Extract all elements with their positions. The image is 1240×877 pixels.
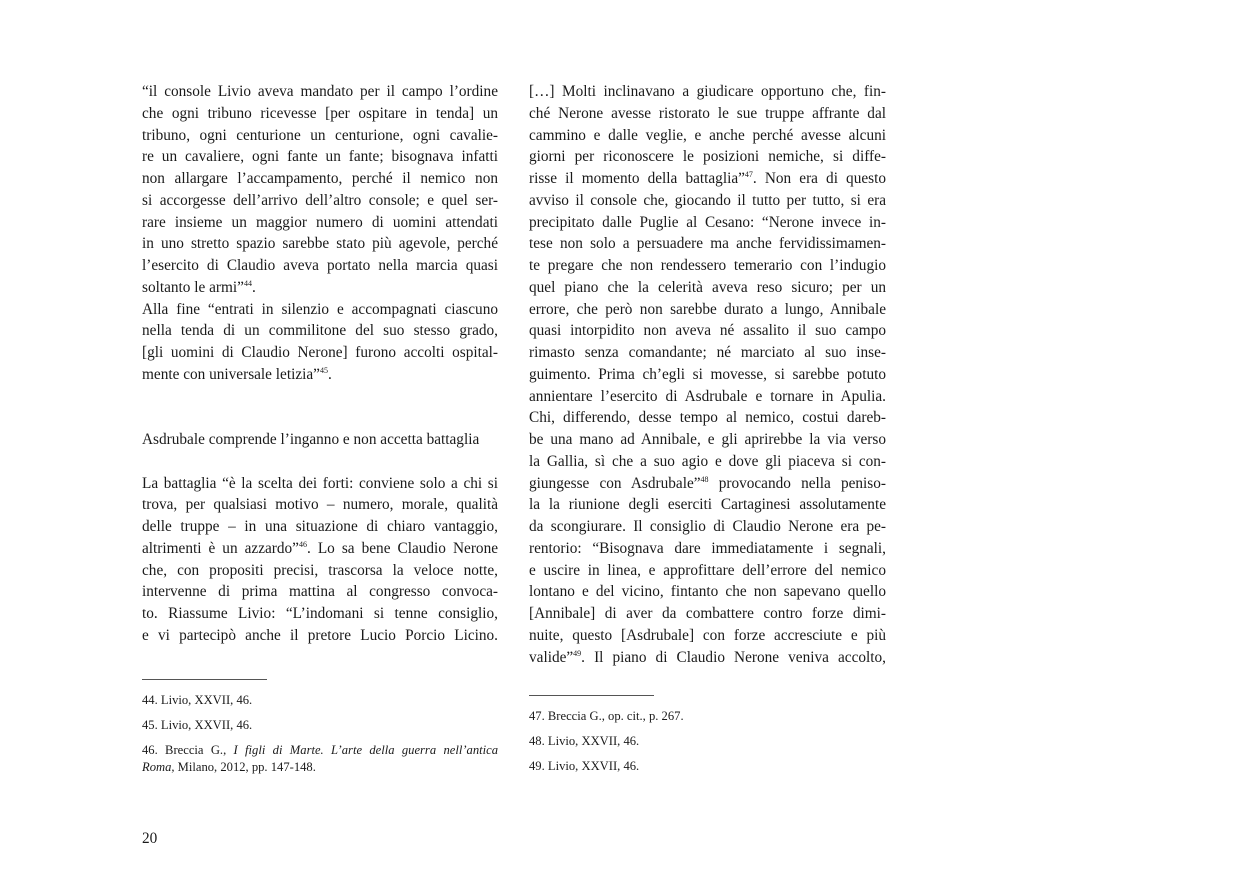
body-line: intervenne di prima mattina al congresso convoca- <box>142 583 498 601</box>
body-line: non allargare l’accampamento, perché il nemico non <box>142 170 498 187</box>
footnote-ref-46[interactable]: 46 <box>298 539 307 549</box>
body-line: precipitato dalle Puglie al Cesano: “Nerone invece in- <box>529 213 886 231</box>
body-line: to. Riassume Livio: “L’indomani si tenne consiglio, <box>142 605 498 622</box>
body-line: te pregare che non rendessero temerario con l’indugio <box>529 257 886 274</box>
body-line: rentorio: “Bisognava dare immediatamente i segnali, <box>529 539 886 557</box>
body-line: e uscire in linea, e approfittare dell’errore del nemico <box>529 561 886 579</box>
footnote-ref-49[interactable]: 49 <box>573 648 582 658</box>
body-line: l’esercito di Claudio aveva portato nella marcia quasi <box>142 257 498 274</box>
body-line: cammino e dalle veglie, e anche perché avesse alcuni <box>529 126 886 144</box>
footnote-47 <box>529 708 886 725</box>
body-line: rare insieme un maggior numero di uomini attendati <box>142 213 498 231</box>
footnote-ref-45[interactable]: 45 <box>319 365 328 375</box>
body-line: la Gallia, sì che a suo agio e dove gli piaceva si con- <box>529 452 886 470</box>
body-line: Chi, differendo, desse tempo al nemico, costui dareb- <box>529 409 886 427</box>
body-line: La battaglia “è la scelta dei forti: conviene solo a chi si <box>142 474 498 492</box>
body-line: rimasto senza comandante; né marciato al suo inse- <box>529 344 886 361</box>
body-line: “il console Livio aveva mandato per il campo l’ordine <box>142 83 498 100</box>
footnote-divider <box>142 679 267 680</box>
spacer <box>142 451 498 473</box>
footnote-ref-47[interactable]: 47 <box>744 170 753 179</box>
body-line: trova, per qualsiasi motivo – numero, morale, qualità <box>142 496 498 514</box>
body-line: lontano e del vicino, fintanto che non sapevano quello <box>529 583 886 601</box>
body-line: Alla fine “entrati in silenzio e accompagnati ciascuno <box>142 300 498 318</box>
body-line: avviso il console che, giocando il tutto per tutto, si era <box>529 191 886 209</box>
section-heading: Asdrubale comprende l’inganno e non accetta battaglia <box>142 431 480 448</box>
body-line: nuite, questo [Asdrubale] con forze accresciute e più <box>529 626 886 644</box>
body-line: re un cavaliere, ogni fante un fante; bisognava infatti <box>142 148 498 166</box>
footnote-46 <box>142 742 498 776</box>
body-line: [Annibale] di aver da combattere contro forze dimi- <box>529 605 886 622</box>
body-line: guimento. Prima ch’egli si movesse, si sarebbe potuto <box>529 365 886 383</box>
footnote-text: 47. Breccia G., op. cit., p. 267. <box>529 709 684 723</box>
footnote-45 <box>142 717 498 734</box>
body-line: mente con universale letizia”$^{45}$. <box>142 365 332 383</box>
footnote-44 <box>142 692 498 709</box>
footnote-text: Roma, Milano, 2012, pp. 147-148. <box>142 760 316 774</box>
body-line: […] Molti inclinavano a giudicare opportuno che, fin- <box>529 83 886 100</box>
right-text-column <box>529 81 886 668</box>
body-line: soltanto le armi”$^{44}$. <box>142 278 256 296</box>
body-line: annientare l’esercito di Asdrubale e tornare in Apulia. <box>529 387 886 405</box>
body-line: che ogni tribuno ricevesse [per ospitare in tenda] un <box>142 104 498 122</box>
body-line: la la riunione degli eserciti Cartaginesi assolutamente <box>529 496 886 514</box>
body-line: be una mano ad Annibale, e gli aprirebbe la via verso <box>529 431 886 448</box>
footnote-text: 45. Livio, XXVII, 46. <box>142 718 253 732</box>
body-line: tribuno, ogni centurione un centurione, ogni cavalie- <box>142 126 498 144</box>
book-title: I figli di Marte. L’arte della guerra nell’antica <box>233 743 499 757</box>
body-line: altrimenti è un azzardo”$^{46}$. Lo sa bene Claudio Nerone <box>142 539 499 557</box>
body-line: e vi partecipò anche il pretore Lucio Porcio Licino. <box>142 626 498 644</box>
footnote-ref-44[interactable]: 44 <box>243 278 252 288</box>
body-line: si accorgesse dell’arrivo dell’altro console; e quel ser- <box>142 191 498 209</box>
footnote-text: 49. Livio, XXVII, 46. <box>529 759 640 773</box>
left-text-column <box>142 81 498 647</box>
footnote-divider <box>529 695 654 696</box>
footnote-text: 44. Livio, XXVII, 46. <box>142 693 253 707</box>
footnote-text: 48. Livio, XXVII, 46. <box>529 734 640 748</box>
body-line: tese non solo a persuadere ma anche fervidissimamen- <box>529 235 886 253</box>
body-line: da scongiurare. Il consiglio di Claudio Nerone era pe- <box>529 518 886 535</box>
book-title: Roma, <box>142 760 175 774</box>
spacer <box>142 407 498 429</box>
body-line: risse il momento della battaglia”$^{47}$. Non era di questo <box>529 170 886 187</box>
body-line: quel piano che la celerità aveva reso sicuro; per un <box>529 278 886 296</box>
body-line: giungesse con Asdrubale”$^{48}$ provocando nella peniso- <box>529 474 886 492</box>
body-line: quasi intorpidito non aveva né assalito il suo campo <box>529 322 886 340</box>
body-line: che, con propositi precisi, trascorsa la veloce notte, <box>142 561 498 579</box>
body-line: in uno stretto spazio sarebbe stato più agevole, perché <box>142 235 498 253</box>
body-line: giorni per riconoscere le posizioni nemiche, si diffe- <box>529 148 886 166</box>
body-line: nella tenda di un commilitone del suo stesso grado, <box>142 322 498 340</box>
footnote-48 <box>529 733 886 750</box>
page-number: 20 <box>142 830 158 847</box>
body-line: [gli uomini di Claudio Nerone] furono accolti ospital- <box>142 344 498 361</box>
footnote-49 <box>529 758 886 775</box>
body-line: delle truppe – in una situazione di chiaro vantaggio, <box>142 518 498 535</box>
footnote-ref-48[interactable]: 48 <box>700 474 709 484</box>
footnote-text: 46. Breccia G., I figli di Marte. L’arte della guerra nell’antica <box>142 743 499 757</box>
body-line: valide”$^{49}$. Il piano di Claudio Nerone veniva accolto, <box>529 648 886 666</box>
spacer <box>142 386 498 408</box>
body-line: errore, che però non sarebbe durato a lungo, Annibale <box>529 300 886 318</box>
body-line: ché Nerone avesse ristorato le sue truppe affrante dal <box>529 104 886 122</box>
